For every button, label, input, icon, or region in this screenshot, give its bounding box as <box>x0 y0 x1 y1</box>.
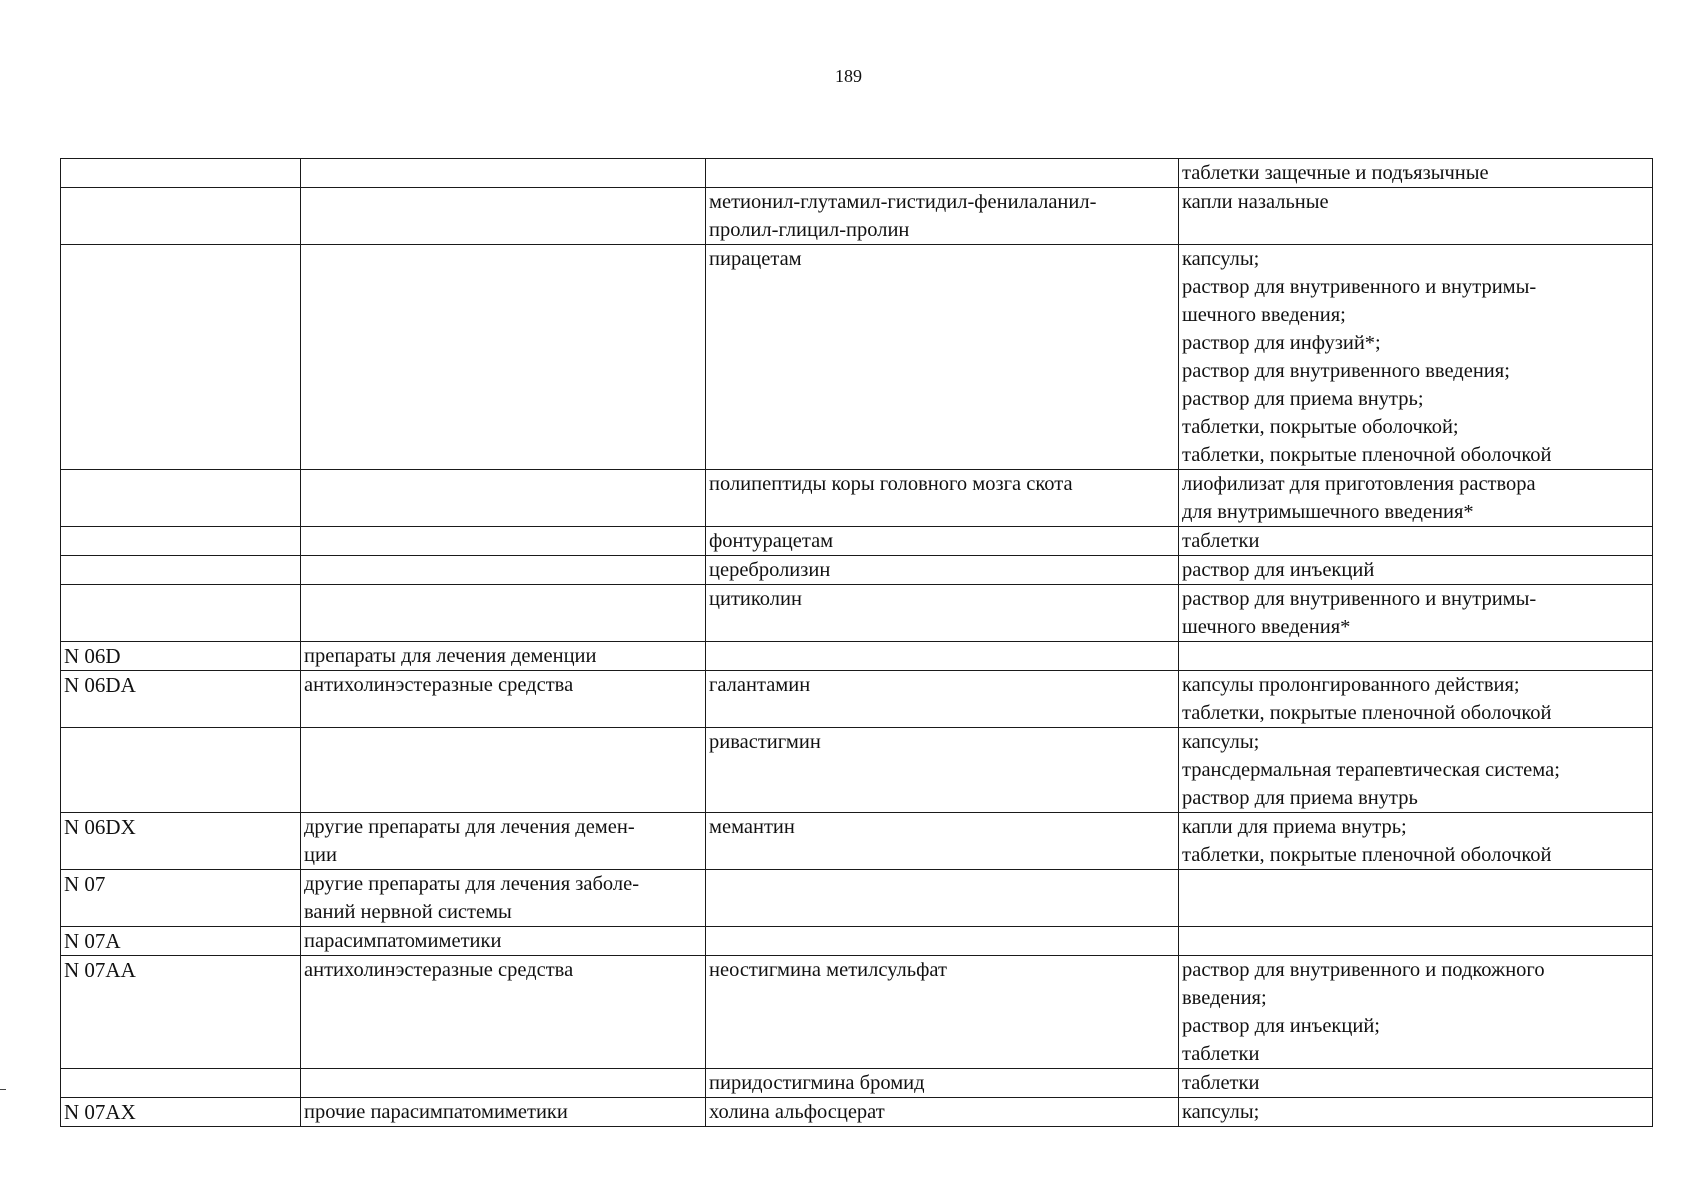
atc-code-cell <box>61 671 301 728</box>
dosage-forms-cell <box>1179 956 1653 1069</box>
dosage-forms-line: трансдермальная терапевтическая система; <box>1182 759 1560 781</box>
dosage-forms-cell <box>1179 527 1653 556</box>
atc-code-cell <box>61 585 301 642</box>
atc-code-cell <box>61 556 301 585</box>
drug-name-cell <box>706 927 1179 956</box>
dosage-forms-cell <box>1179 245 1653 470</box>
drug-name-line: неостигмина метилсульфат <box>709 959 947 981</box>
dosage-forms-line: лиофилизат для приготовления раствора <box>1182 473 1536 495</box>
dosage-forms-line: таблетки защечные и подъязычные <box>1182 162 1489 184</box>
margin-tick-mark <box>0 1089 6 1090</box>
drug-name-line: метионил-глутамил-гистидил-фенилаланил- <box>709 191 1097 213</box>
table-row <box>61 956 1653 1069</box>
dosage-forms-line: капсулы; <box>1182 248 1260 270</box>
drug-name-cell <box>706 642 1179 671</box>
anatomical-group-cell <box>301 470 706 527</box>
page-number: 189 <box>835 66 862 86</box>
atc-code-cell <box>61 956 301 1069</box>
drug-name-cell <box>706 671 1179 728</box>
drug-name-cell <box>706 556 1179 585</box>
anatomical-group-cell <box>301 671 706 728</box>
anatomical-group-line: антихолинэстеразные средства <box>304 674 574 696</box>
dosage-forms-cell <box>1179 1098 1653 1127</box>
table-row <box>61 1069 1653 1098</box>
dosage-forms-line: таблетки, покрытые пленочной оболочкой <box>1182 444 1552 466</box>
anatomical-group-cell <box>301 245 706 470</box>
atc-code-cell <box>61 470 301 527</box>
table-row <box>61 159 1653 188</box>
drug-name-cell <box>706 728 1179 813</box>
dosage-forms-cell <box>1179 1069 1653 1098</box>
anatomical-group-cell <box>301 813 706 870</box>
drug-name-line: полипептиды коры головного мозга скота <box>709 473 1073 495</box>
atc-code-cell <box>61 870 301 927</box>
anatomical-group-line: прочие парасимпатомиметики <box>304 1101 568 1123</box>
dosage-forms-cell <box>1179 927 1653 956</box>
anatomical-group-line: другие препараты для лечения заболе- <box>304 873 640 895</box>
drug-name-cell <box>706 870 1179 927</box>
drug-name-line: галантамин <box>709 674 811 696</box>
dosage-forms-line: таблетки, покрытые пленочной оболочкой <box>1182 702 1552 724</box>
drug-name-line: мемантин <box>709 816 795 838</box>
drug-name-cell <box>706 159 1179 188</box>
dosage-forms-cell <box>1179 671 1653 728</box>
dosage-forms-line: капсулы; <box>1182 1101 1260 1123</box>
table-row <box>61 188 1653 245</box>
table-row <box>61 870 1653 927</box>
drug-name-cell <box>706 1069 1179 1098</box>
dosage-forms-line: раствор для инъекций <box>1182 559 1375 581</box>
dosage-forms-line: раствор для инъекций; <box>1182 1015 1380 1037</box>
dosage-forms-line: капсулы пролонгированного действия; <box>1182 674 1520 696</box>
anatomical-group-cell <box>301 870 706 927</box>
atc-code-text: N 06D <box>64 644 121 668</box>
dosage-forms-line: шечного введения* <box>1182 616 1351 638</box>
drug-name-cell <box>706 188 1179 245</box>
atc-code-text: N 07 <box>64 872 106 896</box>
dosage-forms-line: шечного введения; <box>1182 304 1346 326</box>
dosage-forms-line: таблетки <box>1182 530 1260 552</box>
anatomical-group-cell <box>301 159 706 188</box>
table-row <box>61 927 1653 956</box>
anatomical-group-cell <box>301 1069 706 1098</box>
anatomical-group-cell <box>301 585 706 642</box>
atc-code-text: N 07A <box>64 929 121 953</box>
anatomical-group-cell <box>301 728 706 813</box>
anatomical-group-line: препараты для лечения деменции <box>304 645 597 667</box>
drug-name-cell <box>706 956 1179 1069</box>
atc-code-text: N 07AX <box>64 1100 136 1124</box>
dosage-forms-cell <box>1179 728 1653 813</box>
anatomical-group-cell <box>301 527 706 556</box>
dosage-forms-line: введения; <box>1182 987 1267 1009</box>
anatomical-group-cell <box>301 1098 706 1127</box>
anatomical-group-line: антихолинэстеразные средства <box>304 959 574 981</box>
dosage-forms-line: капли назальные <box>1182 191 1329 213</box>
anatomical-group-line: ции <box>304 844 337 866</box>
anatomical-group-cell <box>301 956 706 1069</box>
drug-name-line: цитиколин <box>709 588 802 610</box>
drug-name-line: холина альфосцерат <box>709 1101 885 1123</box>
atc-code-cell <box>61 1069 301 1098</box>
dosage-forms-cell <box>1179 159 1653 188</box>
table-row <box>61 1098 1653 1127</box>
atc-code-cell <box>61 245 301 470</box>
dosage-forms-line: раствор для внутривенного введения; <box>1182 360 1510 382</box>
dosage-forms-cell <box>1179 188 1653 245</box>
table-row <box>61 527 1653 556</box>
atc-code-cell <box>61 642 301 671</box>
dosage-forms-line: капсулы; <box>1182 731 1260 753</box>
dosage-forms-cell <box>1179 813 1653 870</box>
drug-name-cell <box>706 245 1179 470</box>
atc-code-cell <box>61 188 301 245</box>
drug-name-line: пиридостигмина бромид <box>709 1072 925 1094</box>
dosage-forms-cell <box>1179 642 1653 671</box>
anatomical-group-cell <box>301 927 706 956</box>
anatomical-group-line: ваний нервной системы <box>304 901 512 923</box>
dosage-forms-line: таблетки, покрытые пленочной оболочкой <box>1182 844 1552 866</box>
anatomical-group-cell <box>301 556 706 585</box>
atc-code-cell <box>61 527 301 556</box>
drug-name-cell <box>706 470 1179 527</box>
atc-code-cell <box>61 813 301 870</box>
atc-code-cell <box>61 728 301 813</box>
dosage-forms-line: раствор для внутривенного и внутримы- <box>1182 276 1537 298</box>
drug-name-line: фонтурацетам <box>709 530 834 552</box>
atc-code-text: N 06DX <box>64 815 136 839</box>
table-row <box>61 671 1653 728</box>
dosage-forms-line: капли для приема внутрь; <box>1182 816 1407 838</box>
atc-code-text: N 07AA <box>64 958 136 982</box>
atc-code-cell <box>61 159 301 188</box>
dosage-forms-line: таблетки, покрытые оболочкой; <box>1182 416 1459 438</box>
drug-name-line: ривастигмин <box>709 731 821 753</box>
anatomical-group-cell <box>301 642 706 671</box>
dosage-forms-line: таблетки <box>1182 1043 1260 1065</box>
table-row <box>61 470 1653 527</box>
drug-name-line: церебролизин <box>709 559 831 581</box>
table-row <box>61 556 1653 585</box>
dosage-forms-cell <box>1179 870 1653 927</box>
atc-code-cell <box>61 927 301 956</box>
dosage-forms-line: для внутримышечного введения* <box>1182 501 1474 523</box>
drug-list-table-body <box>61 159 1653 1127</box>
drug-name-cell <box>706 585 1179 642</box>
dosage-forms-line: раствор для внутривенного и подкожного <box>1182 959 1545 981</box>
anatomical-group-cell <box>301 188 706 245</box>
atc-code-cell <box>61 1098 301 1127</box>
dosage-forms-line: раствор для инфузий*; <box>1182 332 1381 354</box>
table-row <box>61 642 1653 671</box>
drug-name-cell <box>706 527 1179 556</box>
table-row <box>61 585 1653 642</box>
drug-name-cell <box>706 813 1179 870</box>
drug-list-table <box>60 158 1653 1127</box>
anatomical-group-line: другие препараты для лечения демен- <box>304 816 635 838</box>
table-row <box>61 245 1653 470</box>
dosage-forms-line: раствор для приема внутрь <box>1182 787 1418 809</box>
dosage-forms-cell <box>1179 556 1653 585</box>
table-row <box>61 813 1653 870</box>
dosage-forms-line: раствор для приема внутрь; <box>1182 388 1424 410</box>
dosage-forms-cell <box>1179 585 1653 642</box>
dosage-forms-line: раствор для внутривенного и внутримы- <box>1182 588 1537 610</box>
anatomical-group-line: парасимпатомиметики <box>304 930 502 952</box>
dosage-forms-cell <box>1179 470 1653 527</box>
atc-code-text: N 06DA <box>64 673 136 697</box>
table-row <box>61 728 1653 813</box>
dosage-forms-line: таблетки <box>1182 1072 1260 1094</box>
drug-name-line: пролил-глицил-пролин <box>709 219 910 241</box>
drug-name-cell <box>706 1098 1179 1127</box>
drug-name-line: пирацетам <box>709 248 802 270</box>
